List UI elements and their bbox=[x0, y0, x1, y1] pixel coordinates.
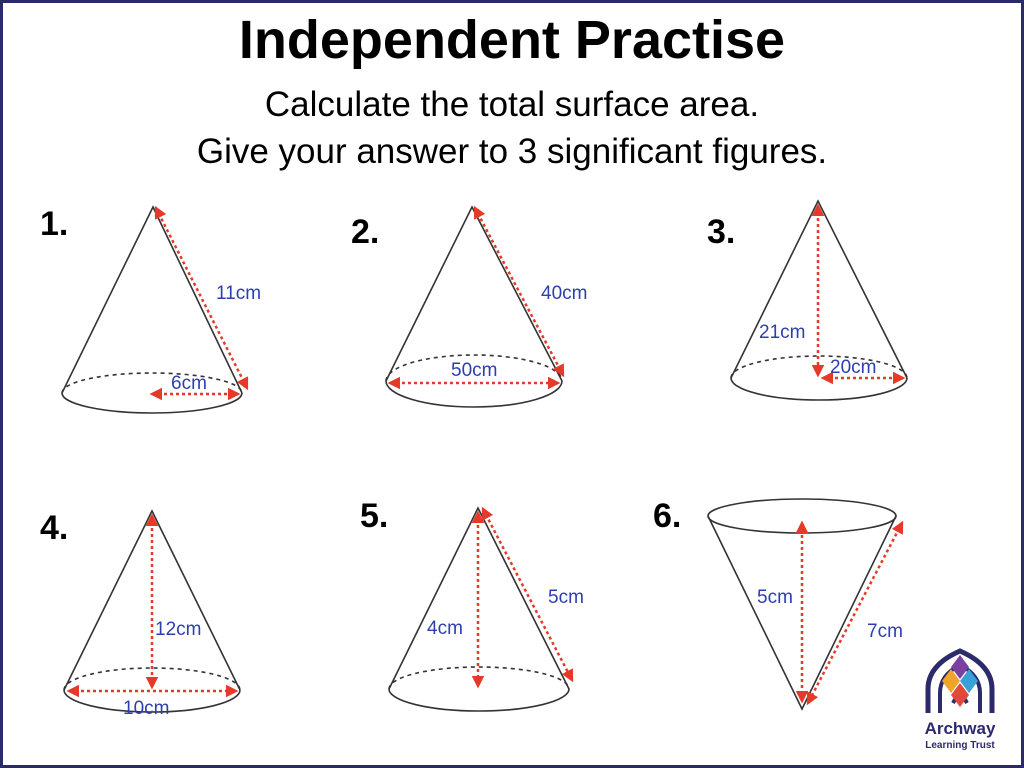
arch-icon bbox=[928, 651, 992, 713]
cone-6-slant-label: 7cm bbox=[867, 621, 903, 642]
page-title: Independent Practise bbox=[238, 10, 786, 70]
instruction-line-1: Calculate the total surface area. bbox=[264, 85, 760, 124]
cone-1-radius-label: 6cm bbox=[171, 373, 207, 394]
logo-name: Archway bbox=[924, 719, 996, 738]
instruction-line-2: Give your answer to 3 significant figures. bbox=[196, 132, 828, 171]
cone-2-diameter-label: 50cm bbox=[451, 360, 498, 381]
cone-3-radius-label: 20cm bbox=[830, 357, 877, 378]
cone-1-slant-label: 11cm bbox=[216, 283, 262, 304]
cone-6-height-label: 5cm bbox=[757, 587, 793, 608]
cone-1 bbox=[62, 207, 242, 413]
archway-logo bbox=[925, 651, 996, 751]
question-number-4: 4. bbox=[40, 509, 69, 547]
cone-6-slant-dimension bbox=[808, 523, 902, 703]
question-number-6: 6. bbox=[653, 497, 682, 535]
question-number-2: 2. bbox=[351, 213, 380, 251]
cone-4-diameter-label: 10cm bbox=[123, 698, 170, 719]
cone-5-height-label: 4cm bbox=[427, 618, 463, 639]
question-number-1: 1. bbox=[40, 205, 69, 243]
logo-subtitle: Learning Trust bbox=[925, 740, 995, 751]
cone-diagrams bbox=[3, 3, 1021, 765]
question-number-3: 3. bbox=[707, 213, 736, 251]
cone-3-height-label: 21cm bbox=[759, 322, 806, 343]
cone-4-height-label: 12cm bbox=[155, 619, 202, 640]
cone-5-slant-label: 5cm bbox=[548, 587, 584, 608]
question-number-5: 5. bbox=[360, 497, 389, 535]
cone-2-slant-label: 40cm bbox=[541, 283, 588, 304]
